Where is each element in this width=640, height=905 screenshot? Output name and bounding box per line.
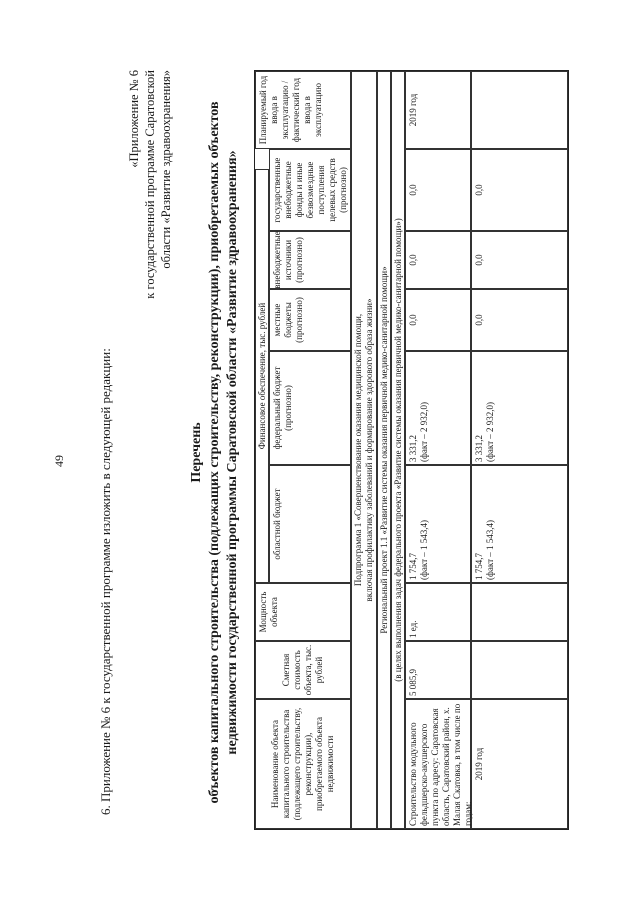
table-row-1-extrabudget: 0,0	[405, 231, 471, 289]
header-capacity: Мощность объекта	[255, 583, 351, 641]
table-row-1-federal	[405, 351, 471, 465]
header-federal: федеральный бюджет (прогнозно)	[269, 351, 351, 465]
row-1-federal-note: (факт – 2 932,0)	[419, 401, 429, 462]
row-1-federal-value: 3 331,2	[408, 435, 418, 462]
table-row-2-extrabudget: 0,0	[471, 231, 568, 289]
header-local: местные бюджеты (прогнозно)	[269, 289, 351, 351]
table-row-1-name: Строительство модульного фельдшерско-акушерского пункта по адресу: Саратовская область, Саратовский район, х. Малая Скатовка, в том числе по годам:	[405, 699, 471, 829]
federal-project-band: (в целях выполнения задач федерального проекта «Развитие системы оказания первичной медико-санитарной помощи»)	[391, 71, 405, 829]
intro-text: 6. Приложение № 6 к государственной программе изложить в следующей редакции:	[98, 348, 113, 815]
appendix-line-3: области «Развитие здравоохранения»	[159, 70, 173, 269]
header-finance: Финансовое обеспечение, тыс. рублей	[255, 169, 269, 583]
appendix-line-1: «Приложение № 6	[127, 70, 141, 168]
table-row-2-local: 0,0	[471, 289, 568, 351]
table-row-2-federal	[471, 351, 568, 465]
header-regional: областной бюджет	[269, 465, 351, 583]
table-row-1-local: 0,0	[405, 289, 471, 351]
table-row-2-year	[471, 71, 568, 149]
table-row-1-year: 2019 год	[405, 71, 471, 149]
subprogram-line-2: включая профилактику заболеваний и формирование здорового образа жизни»	[364, 298, 374, 602]
table-row-2-state-extra: 0,0	[471, 149, 568, 231]
subprogram-line-1: Подпрограмма 1 «Совершенствование оказания медицинской помощи,	[353, 313, 363, 587]
subprogram-band	[351, 71, 377, 829]
table-row-2-name: 2019 год	[471, 699, 568, 829]
table-row-2-regional	[471, 465, 568, 583]
table-row-1-capacity: 1 ед.	[405, 583, 471, 641]
regional-project-band: Региональный проект 1.1 «Развитие системы оказания первичной медико-санитарной помощи»	[377, 71, 391, 829]
page-number: 49	[52, 455, 66, 467]
row-2-regional-note: (факт – 1 543,4)	[485, 519, 495, 580]
header-cost: Сметная стоимость объекта, тыс. рублей	[255, 641, 351, 699]
header-year: Планируемый год ввода в эксплуатацию / фактический год ввода в эксплуатацию	[255, 71, 351, 149]
row-1-regional-value: 1 754,7	[408, 553, 418, 580]
row-2-federal-note: (факт – 2 932,0)	[485, 401, 495, 462]
title-line-3: недвижимости государственной программы Саратовской области «Развитие здравоохранения»	[225, 150, 240, 755]
row-1-regional-note: (факт – 1 543,4)	[419, 519, 429, 580]
row-2-regional-value: 1 754,7	[474, 553, 484, 580]
appendix-caption	[126, 70, 174, 320]
table-row-2-cost	[471, 641, 568, 699]
table-row-1-regional	[405, 465, 471, 583]
objects-table	[254, 70, 569, 830]
title-line-2: объектов капитального строительства (подлежащих строительству, реконструкции), приобретаемых объектов	[207, 101, 222, 804]
header-state-extra: государственные внебюджетные фонды и иные безвозмездные поступления целевых средств (прогнозно)	[269, 149, 351, 231]
header-name: Наименование объекта капитального строительства (подлежащего строительству, реконструкции), приобретаемого объекта недвижимости	[255, 699, 351, 829]
row-2-federal-value: 3 331,2	[474, 435, 484, 462]
document-title	[188, 60, 242, 845]
table-row-2-capacity	[471, 583, 568, 641]
appendix-line-2: к государственной программе Саратовской	[143, 70, 157, 299]
table-row-1-cost: 5 085,9	[405, 641, 471, 699]
title-line-1: Перечень	[189, 422, 204, 483]
table-row-1-state-extra: 0,0	[405, 149, 471, 231]
header-extrabudget: внебюджетные источники (прогнозно)	[269, 231, 351, 289]
